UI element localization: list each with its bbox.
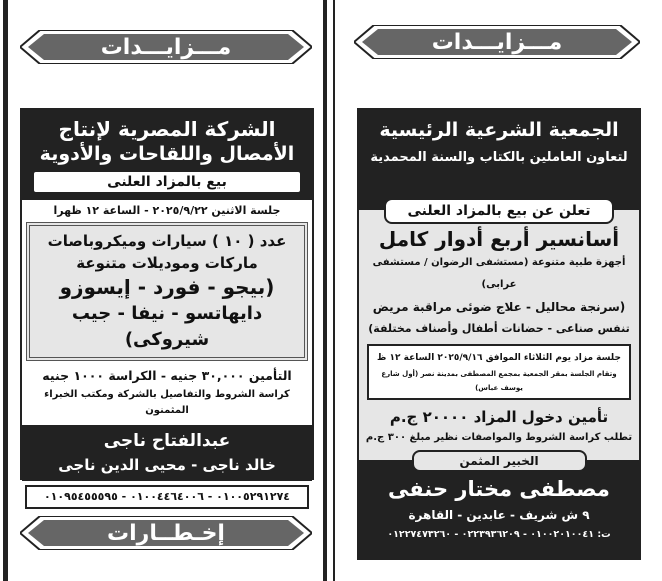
terms: كراسة الشروط والتفاصيل بالشركة ومكتب الخبراء المثمنون bbox=[44, 389, 290, 416]
phones: ت: ٠١٠٠٢٠١٠٠٤١ - ٠٢٢٣٩٣٦٢٠٩ - ٠١٢٢٧٤٧٣٢٦٠ bbox=[387, 529, 611, 540]
phones: ٠١٠٠٥٢٩١٢٧٤ - ٠١٠٠٤٤٦٤٠٠٦ - ٠١٠٩٥٤٥٥٥٩٥ bbox=[25, 485, 309, 509]
banner-notices bbox=[20, 516, 312, 550]
column-border-mid bbox=[323, 0, 327, 581]
items-count: عدد ( ١٠ ) سيارات وميكروباصات bbox=[47, 232, 287, 250]
session-date: جلسة مزاد يوم الثلاثاء الموافق ٢٠٢٥/٩/١٦ الساعة ١٢ ظ bbox=[377, 353, 621, 363]
session-date: جلسة الاثنين ٢٠٢٥/٩/٢٢ - الساعة ١٢ ظهرا bbox=[53, 204, 281, 217]
ad-title: الجمعية الشرعية الرئيسية bbox=[379, 119, 619, 141]
insurance: تأمين دخول المزاد ٢٠٠٠٠ ج.م bbox=[389, 408, 609, 426]
banner-auctions-right bbox=[354, 25, 640, 59]
banner-title: مـــزايـــدات bbox=[100, 34, 232, 60]
item-line: (سرنجة محاليل - علاج ضوئى مراقبة مريض bbox=[372, 300, 626, 314]
terms: تطلب كراسة الشروط والمواصفات نظير مبلغ ٣٠٠ ج.م bbox=[365, 432, 633, 443]
announce-label: تعلن عن بيع بالمزاد العلنى bbox=[384, 198, 614, 224]
banner-title: إخـطــارات bbox=[107, 520, 225, 546]
expert-name: عبدالفتاح ناجى bbox=[103, 431, 231, 451]
column-border-left bbox=[3, 0, 8, 581]
insurance: التأمين ٣٠,٠٠٠ جنيه - الكراسة ١٠٠٠ جنيه bbox=[42, 368, 292, 383]
expert-associates: خالد ناجى - محيى الدين ناجى bbox=[58, 456, 276, 474]
main-item: أسانسير أربع أدوار كامل bbox=[378, 227, 620, 251]
banner-title: مـــزايـــدات bbox=[431, 29, 563, 55]
expert-label: الخبير المثمن bbox=[412, 450, 587, 472]
ad-serum-company bbox=[20, 108, 314, 503]
expert-name: مصطفى مختار حنفى bbox=[388, 477, 610, 501]
ad-title: الشركة المصرية لإنتاج bbox=[58, 117, 276, 141]
address: ٩ ش شريف - عابدين - القاهرة bbox=[408, 508, 590, 522]
item-line: أجهزة طبية متنوعة (مستشفى الرضوان / مستشفى عرابى) bbox=[372, 257, 626, 290]
session-box bbox=[367, 344, 631, 400]
session-location: وتقام الجلسة بمقر الجمعية بمجمع المصطفى بمدينة نصر (أول شارع يوسف عباس) bbox=[381, 370, 617, 392]
brands-line: دايهاتسو - نيفا - جيب شيروكى) bbox=[71, 303, 263, 350]
column-divider bbox=[333, 0, 335, 581]
items-models: ماركات وموديلات متنوعة bbox=[76, 254, 258, 272]
ad-subtitle: الأمصال واللقاحات والأدوية bbox=[39, 143, 295, 165]
items-box bbox=[26, 222, 308, 361]
sale-label: بيع بالمزاد العلنى bbox=[32, 170, 302, 194]
item-line: تنفس صناعى - حضانات أطفال وأصناف مختلفة) bbox=[368, 322, 630, 335]
brands-line: (بيجو - فورد - إيسوزو bbox=[59, 275, 275, 299]
banner-auctions-left bbox=[20, 30, 312, 64]
ad-legal-society bbox=[357, 108, 641, 560]
ad-subtitle: لتعاون العاملين بالكتاب والسنة المحمدية bbox=[370, 150, 628, 165]
